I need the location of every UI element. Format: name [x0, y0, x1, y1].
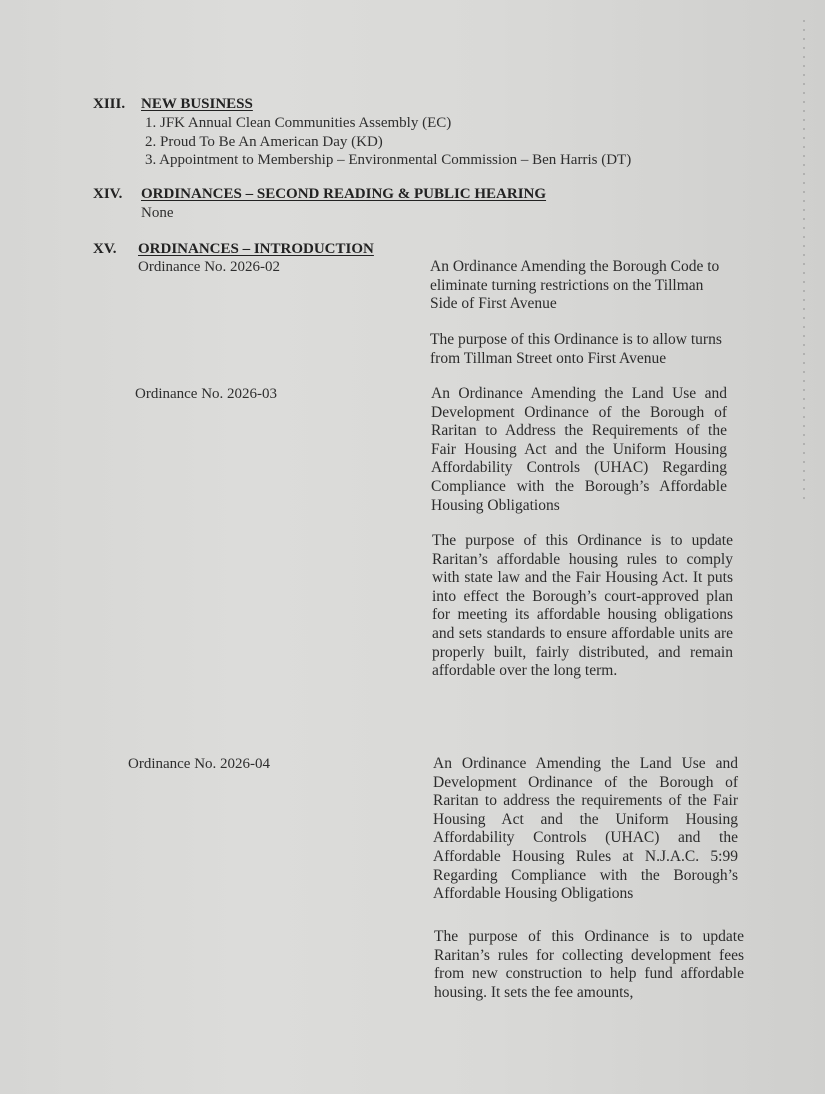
ordinance-number: Ordinance No. 2026-02: [138, 259, 281, 275]
section-title: ORDINANCES – INTRODUCTION: [138, 241, 374, 257]
ordinance-purpose: The purpose of this Ordinance is to update Raritan’s affordable housing rules to comply with state law and the Fair Housing Act. It puts into effect the Borough’s court-approved plan for meeting its affordable housing obligations and sets standards to ensure affordable units are properly built, fairly distributed, and remain affordable over the long term.: [432, 532, 733, 680]
section-number: XIV.: [93, 186, 123, 202]
ordinance-purpose: The purpose of this Ordinance is to allow turns from Tillman Street onto First Avenue: [430, 331, 722, 367]
list-item: 2. Proud To Be An American Day (KD): [145, 134, 383, 150]
list-item: 1. JFK Annual Clean Communities Assembly (EC): [145, 115, 452, 131]
section-title: ORDINANCES – SECOND READING & PUBLIC HEARING: [141, 186, 547, 202]
ordinance-title: An Ordinance Amending the Land Use and Development Ordinance of the Borough of Raritan to address the requirements of the Fair Housing Act and the Uniform Housing Affordability Controls (UHAC) and the Affordable Housing Rules at N.J.A.C. 5:99 Regarding Compliance with the Borough’s Affordable Housing Obligations: [433, 755, 738, 903]
ordinance-title: An Ordinance Amending the Borough Code to eliminate turning restrictions on the Tillman Side of First Avenue: [430, 258, 720, 313]
ordinance-number: Ordinance No. 2026-03: [135, 386, 278, 402]
ordinance-number: Ordinance No. 2026-04: [128, 756, 271, 772]
ordinance-purpose: The purpose of this Ordinance is to update Raritan’s rules for collecting development fees from new construction to help fund affordable housing. It sets the fee amounts,: [434, 928, 744, 1001]
section-number: XIII.: [93, 96, 126, 112]
ordinance-title: An Ordinance Amending the Land Use and Development Ordinance of the Borough of Raritan to Address the Requirements of the Fair Housing Act and the Uniform Housing Affordability Controls (UHAC) Regarding Compliance with the Borough’s Affordable Housing Obligations: [431, 385, 727, 514]
paper-edge-marks: [803, 20, 805, 500]
section-body: None: [141, 205, 174, 221]
section-title: NEW BUSINESS: [141, 96, 253, 112]
list-item: 3. Appointment to Membership – Environmental Commission – Ben Harris (DT): [145, 152, 632, 168]
section-number: XV.: [93, 241, 117, 257]
